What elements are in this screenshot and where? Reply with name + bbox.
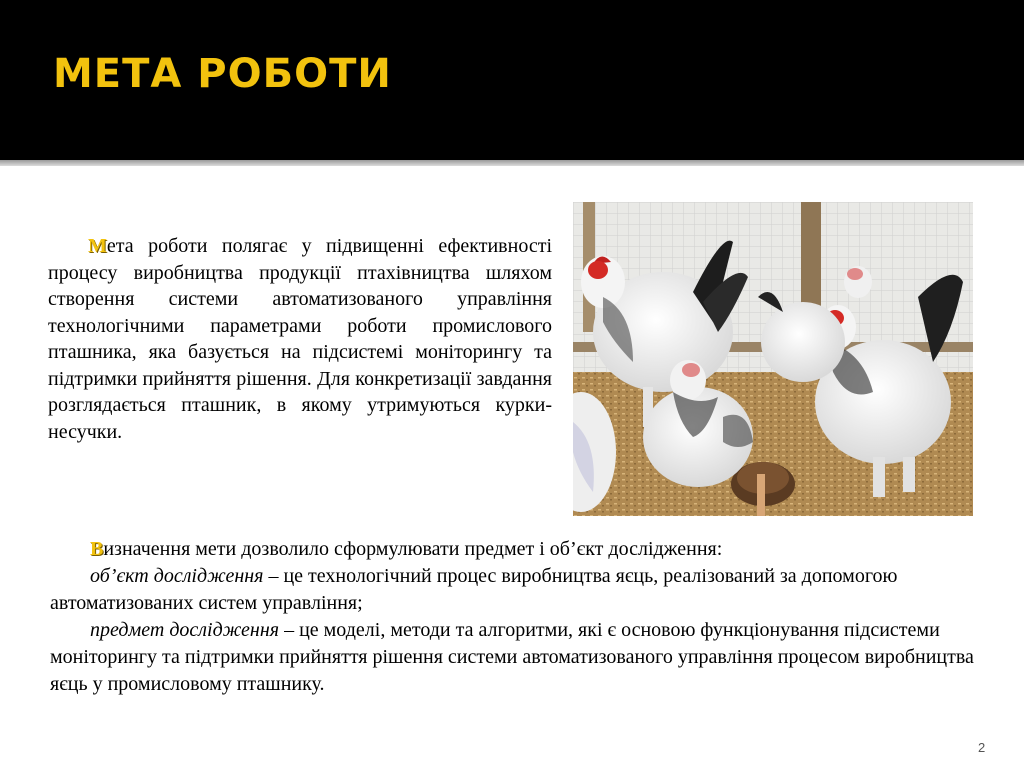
research-subject-term: предмет дослідження [90,619,280,641]
research-subject [50,617,980,698]
slide-title: МЕТА РОБОТИ [53,51,392,97]
definition-intro [50,536,980,563]
header-divider [0,160,1024,166]
page-number: 2 [978,740,986,755]
paragraph1-text: ета роботи полягає у підвищенні ефективності процесу виробництва продукції птахівництва шляхом створення системи автоматизованого управління технологічними параметрами роботи промислового пташника, яка базується на підсистемі моніторингу та підтримки прийняття рішення. Для конкретизації завдання розглядається пташник, в якому утримуються курки-несучки. [48,235,552,443]
research-object-term: об’єкт дослідження [90,565,264,587]
header-band [0,0,1024,160]
paragraph1-dropcap: М [88,235,107,257]
research-subject-text: – це моделі, методи та алгоритми, які є основою функціонування підсистеми моніторингу та підтримки прийняття рішення системи автоматизованого управління процесом виробництва яєць у промисловому пташнику. [50,619,974,695]
definition-dropcap: В [90,538,104,560]
chickens-photo-icon [573,202,973,516]
definition-block [50,536,980,698]
goal-paragraph [48,233,552,445]
research-object [50,563,980,617]
research-object-text: – це технологічний процес виробництва яєць, реалізований за допомогою автоматизованих систем управління; [50,565,898,614]
chickens-photo [573,202,973,516]
definition-intro-text: изначення мети дозволило сформулювати предмет і об’єкт дослідження: [103,538,723,560]
